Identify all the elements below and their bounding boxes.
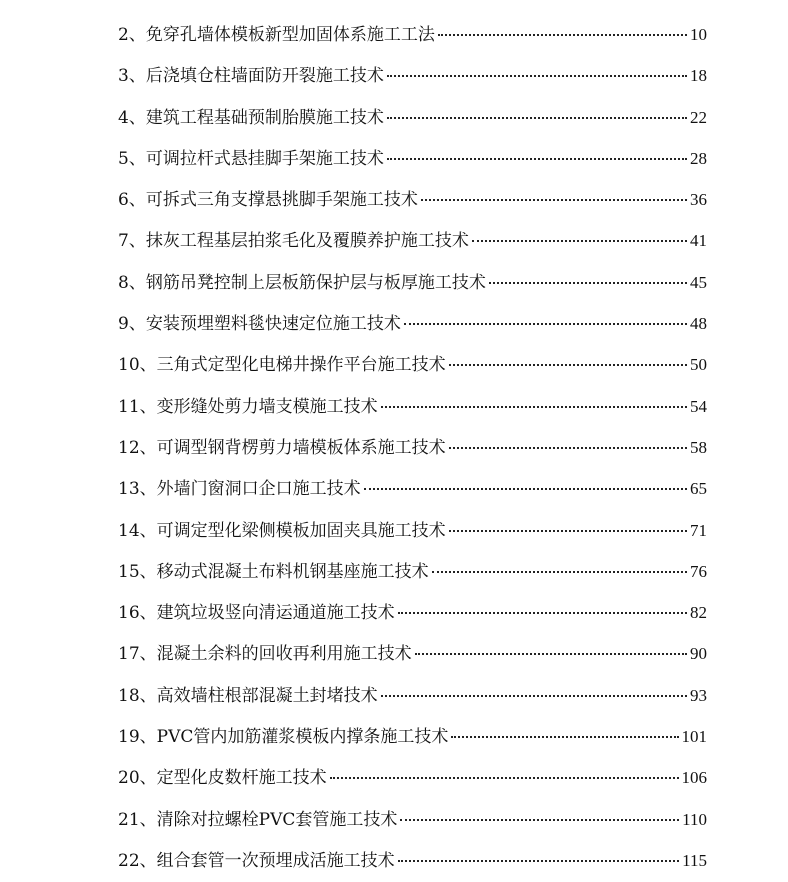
toc-entry-number: 8、 xyxy=(118,272,146,293)
toc-entry-title: 可拆式三角支撑悬挑脚手架施工技术 xyxy=(145,190,418,211)
toc-dot-leader xyxy=(415,653,687,655)
toc-entry[interactable] xyxy=(118,386,707,427)
toc-dot-leader xyxy=(421,199,687,201)
toc-dot-leader xyxy=(381,695,687,697)
toc-entry[interactable] xyxy=(118,179,707,220)
toc-entry-number: 2、 xyxy=(118,25,146,45)
toc-entry-title: 安装预埋塑料毯快速定位施工技术 xyxy=(145,314,401,335)
toc-entry-page-number: 36 xyxy=(690,190,707,210)
toc-entry-page-number: 90 xyxy=(690,644,707,664)
toc-entry-title: 后浇填仓柱墙面防开裂施工技术 xyxy=(145,66,384,87)
toc-entry[interactable] xyxy=(118,138,707,179)
toc-entry[interactable] xyxy=(118,799,707,840)
toc-entry-title: 可调拉杆式悬挂脚手架施工技术 xyxy=(145,148,384,169)
toc-dot-leader xyxy=(438,34,687,36)
table-of-contents xyxy=(118,14,707,881)
toc-entry-page-number: 28 xyxy=(690,148,707,168)
toc-entry[interactable] xyxy=(118,14,707,55)
toc-dot-leader xyxy=(387,117,687,119)
toc-dot-leader xyxy=(451,736,678,738)
toc-entry-page-number: 48 xyxy=(690,314,707,334)
toc-entry[interactable] xyxy=(118,633,707,674)
toc-entry-title: 清除对拉螺栓PVC套管施工技术 xyxy=(156,809,398,830)
toc-entry-title: 免穿孔墙体模板新型加固体系施工工法 xyxy=(145,25,435,45)
toc-entry-title: 混凝土余料的回收再利用施工技术 xyxy=(156,644,412,665)
toc-entry-page-number: 82 xyxy=(690,603,707,623)
toc-entry-page-number: 22 xyxy=(690,107,707,127)
toc-entry-number: 5、 xyxy=(118,148,146,169)
toc-entry-title: 钢筋吊凳控制上层板筋保护层与板厚施工技术 xyxy=(145,272,486,293)
toc-entry-title: 抹灰工程基层拍浆毛化及覆膜养护施工技术 xyxy=(145,231,469,252)
toc-entry[interactable] xyxy=(118,220,707,261)
toc-dot-leader xyxy=(387,75,687,77)
toc-entry-title: 建筑工程基础预制胎膜施工技术 xyxy=(145,107,384,128)
toc-entry-number: 14、 xyxy=(118,520,157,541)
toc-entry-title: 三角式定型化电梯井操作平台施工技术 xyxy=(156,355,446,376)
toc-dot-leader xyxy=(387,158,687,160)
toc-entry[interactable] xyxy=(118,303,707,344)
cut-off-previous-line xyxy=(120,0,420,3)
toc-entry-number: 13、 xyxy=(118,479,157,500)
toc-entry-title: 可调型钢背楞剪力墙模板体系施工技术 xyxy=(156,437,446,458)
toc-entry-title: 高效墙柱根部混凝土封堵技术 xyxy=(156,685,378,706)
toc-entry[interactable] xyxy=(118,344,707,385)
toc-entry-number: 18、 xyxy=(118,685,157,706)
toc-entry-number: 15、 xyxy=(118,561,157,582)
toc-entry-number: 21、 xyxy=(118,809,157,830)
toc-entry-page-number: 71 xyxy=(690,520,707,540)
toc-entry[interactable] xyxy=(118,675,707,716)
toc-entry-number: 19、 xyxy=(118,727,157,748)
toc-entry-page-number: 101 xyxy=(681,727,707,747)
toc-entry-number: 7、 xyxy=(118,231,146,252)
toc-entry-number: 3、 xyxy=(118,66,146,87)
toc-entry-title: 变形缝处剪力墙支模施工技术 xyxy=(156,396,378,417)
toc-dot-leader xyxy=(489,282,687,284)
toc-dot-leader xyxy=(432,571,687,573)
toc-entry-number: 22、 xyxy=(118,850,157,871)
toc-entry-page-number: 76 xyxy=(690,561,707,581)
toc-entry-page-number: 110 xyxy=(682,809,707,829)
toc-entry-title: 移动式混凝土布料机钢基座施工技术 xyxy=(156,561,429,582)
toc-entry-number: 17、 xyxy=(118,644,157,665)
toc-entry[interactable] xyxy=(118,427,707,468)
toc-entry-number: 16、 xyxy=(118,603,157,624)
toc-entry-page-number: 65 xyxy=(690,479,707,499)
toc-entry-number: 9、 xyxy=(118,314,146,335)
toc-entry[interactable] xyxy=(118,97,707,138)
toc-dot-leader xyxy=(404,323,687,325)
toc-entry-title: 外墙门窗洞口企口施工技术 xyxy=(156,479,361,500)
toc-dot-leader xyxy=(400,819,679,821)
toc-entry-page-number: 10 xyxy=(690,25,707,44)
toc-entry[interactable] xyxy=(118,757,707,798)
toc-entry[interactable] xyxy=(118,551,707,592)
toc-entry-page-number: 18 xyxy=(690,66,707,86)
toc-entry-page-number: 58 xyxy=(690,437,707,457)
toc-entry[interactable] xyxy=(118,510,707,551)
toc-entry-number: 12、 xyxy=(118,437,157,458)
toc-entry-title: 可调定型化梁侧模板加固夹具施工技术 xyxy=(156,520,446,541)
toc-entry-number: 11、 xyxy=(118,396,157,417)
toc-dot-leader xyxy=(449,364,687,366)
toc-entry-page-number: 54 xyxy=(690,396,707,416)
toc-dot-leader xyxy=(398,612,687,614)
toc-entry-page-number: 41 xyxy=(690,231,707,251)
toc-entry-page-number: 50 xyxy=(690,355,707,375)
toc-dot-leader xyxy=(364,488,687,490)
toc-entry-title: 定型化皮数杆施工技术 xyxy=(156,768,327,789)
toc-dot-leader xyxy=(398,860,679,862)
toc-entry-number: 10、 xyxy=(118,355,157,376)
toc-entry[interactable] xyxy=(118,592,707,633)
toc-entry[interactable] xyxy=(118,262,707,303)
toc-entry-title: 组合套管一次预埋成活施工技术 xyxy=(156,850,395,871)
toc-entry-number: 6、 xyxy=(118,190,146,211)
toc-dot-leader xyxy=(449,530,687,532)
toc-dot-leader xyxy=(330,777,679,779)
toc-entry-title: PVC管内加筋灌浆模板内撑条施工技术 xyxy=(156,727,449,748)
toc-dot-leader xyxy=(381,406,687,408)
toc-dot-leader xyxy=(472,240,687,242)
toc-entry-title: 建筑垃圾竖向清运通道施工技术 xyxy=(156,603,395,624)
toc-entry[interactable] xyxy=(118,716,707,757)
toc-entry-page-number: 45 xyxy=(690,272,707,292)
toc-entry-page-number: 93 xyxy=(690,685,707,705)
toc-entry[interactable] xyxy=(118,55,707,96)
toc-entry-number: 4、 xyxy=(118,107,146,128)
toc-entry-page-number: 106 xyxy=(681,768,707,788)
toc-entry[interactable] xyxy=(118,468,707,509)
toc-entry[interactable] xyxy=(118,840,707,881)
toc-dot-leader xyxy=(449,447,687,449)
toc-entry-page-number: 115 xyxy=(682,850,707,870)
toc-entry-number: 20、 xyxy=(118,768,157,789)
